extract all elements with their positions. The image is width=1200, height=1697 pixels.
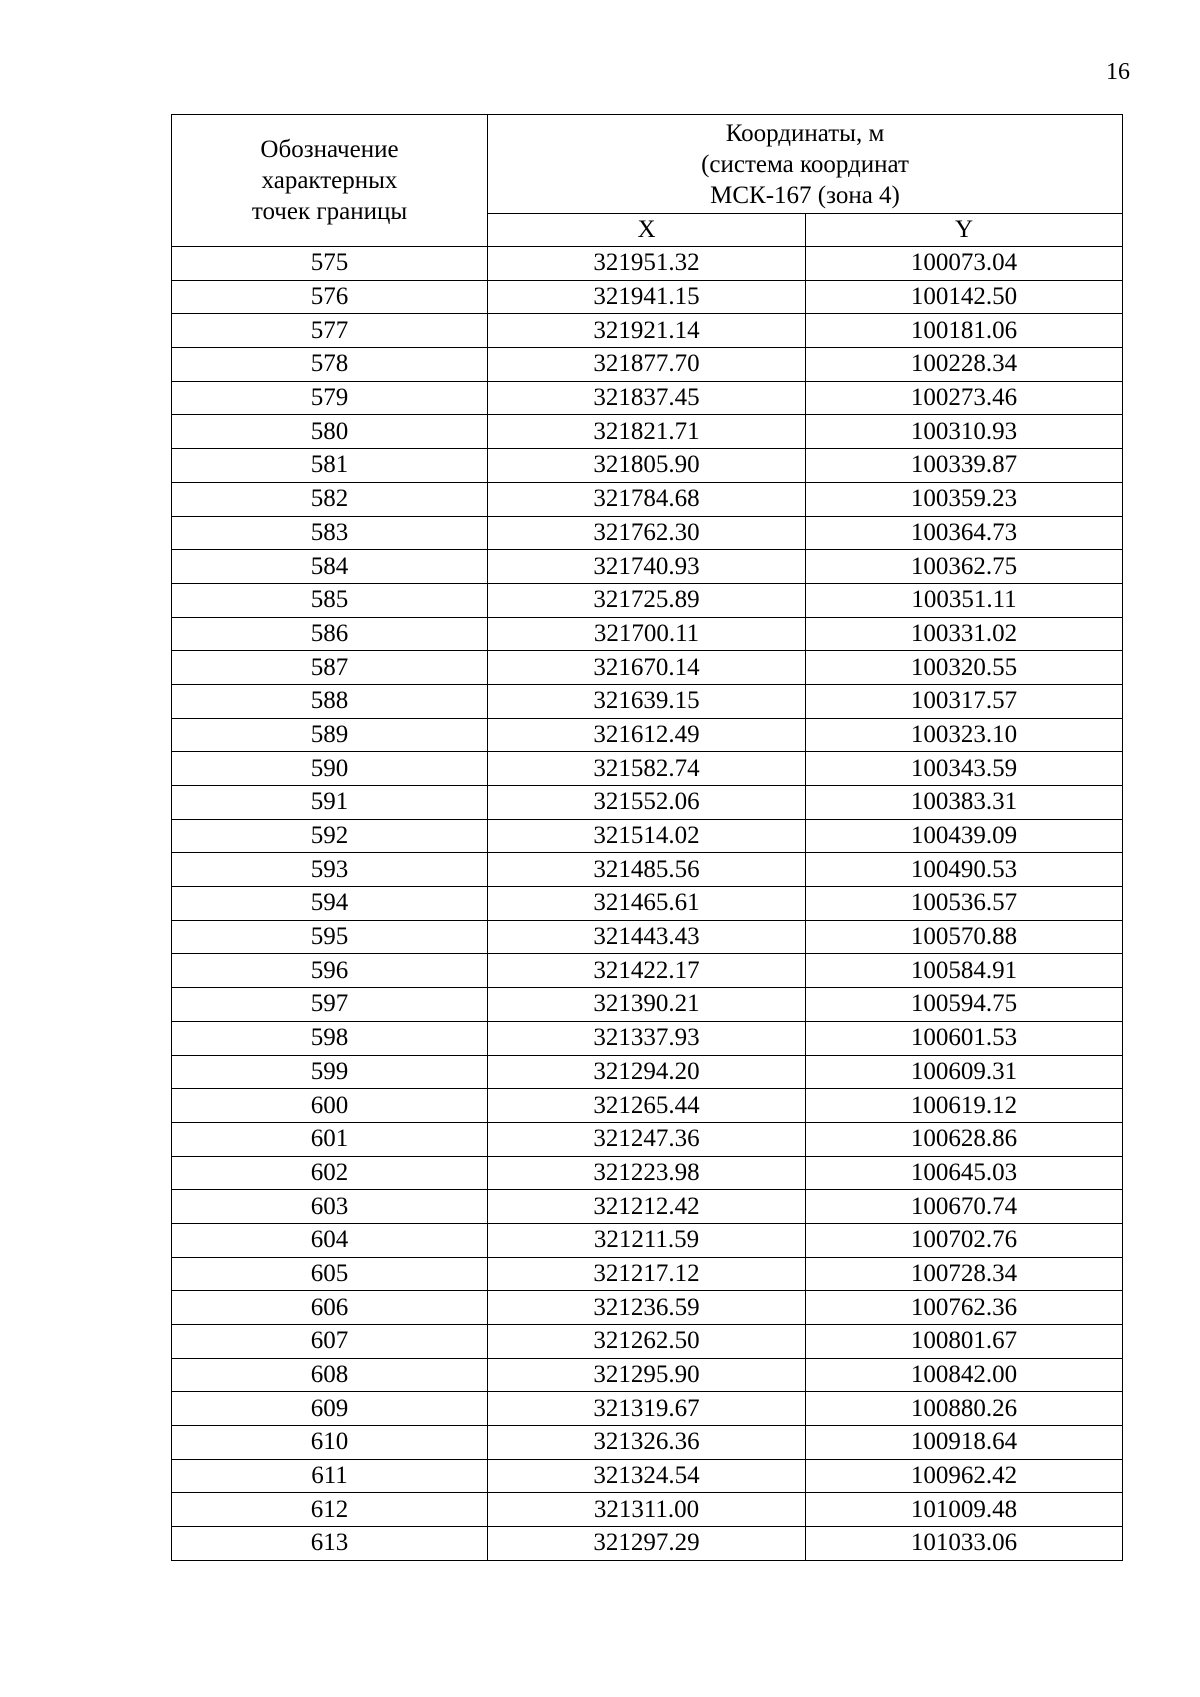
table-row xyxy=(172,550,1123,584)
y-coordinate-cell: 100880.26 xyxy=(806,1392,1123,1426)
table-row xyxy=(172,1021,1123,1055)
y-coordinate-cell: 100619.12 xyxy=(806,1089,1123,1123)
point-cell: 588 xyxy=(172,684,488,718)
point-cell: 593 xyxy=(172,853,488,887)
table-row xyxy=(172,348,1123,382)
point-cell: 586 xyxy=(172,617,488,651)
table-row xyxy=(172,954,1123,988)
y-coordinate-cell: 100181.06 xyxy=(806,314,1123,348)
table-row xyxy=(172,482,1123,516)
x-coordinate-cell: 321311.00 xyxy=(488,1493,806,1527)
point-cell: 583 xyxy=(172,516,488,550)
table-row xyxy=(172,1459,1123,1493)
y-coordinate-cell: 100339.87 xyxy=(806,449,1123,483)
point-cell: 612 xyxy=(172,1493,488,1527)
point-cell: 606 xyxy=(172,1291,488,1325)
x-coordinate-cell: 321211.59 xyxy=(488,1223,806,1257)
point-cell: 590 xyxy=(172,752,488,786)
table-row xyxy=(172,280,1123,314)
point-cell: 609 xyxy=(172,1392,488,1426)
point-cell: 594 xyxy=(172,887,488,921)
table-row xyxy=(172,1426,1123,1460)
point-cell: 607 xyxy=(172,1325,488,1359)
y-coordinate-cell: 100918.64 xyxy=(806,1426,1123,1460)
point-cell: 584 xyxy=(172,550,488,584)
point-cell: 613 xyxy=(172,1527,488,1561)
coordinates-header-line: (система координат xyxy=(701,150,909,178)
y-coordinate-cell: 100273.46 xyxy=(806,381,1123,415)
x-coordinate-cell: 321443.43 xyxy=(488,920,806,954)
y-coordinate-cell: 100439.09 xyxy=(806,819,1123,853)
x-column-header: X xyxy=(488,214,806,247)
table-row xyxy=(172,583,1123,617)
y-coordinate-cell: 100645.03 xyxy=(806,1156,1123,1190)
y-coordinate-cell: 100490.53 xyxy=(806,853,1123,887)
y-coordinate-cell: 100801.67 xyxy=(806,1325,1123,1359)
point-cell: 579 xyxy=(172,381,488,415)
point-cell: 603 xyxy=(172,1190,488,1224)
x-coordinate-cell: 321319.67 xyxy=(488,1392,806,1426)
point-cell: 576 xyxy=(172,280,488,314)
x-coordinate-cell: 321326.36 xyxy=(488,1426,806,1460)
table-row xyxy=(172,1358,1123,1392)
x-coordinate-cell: 321612.49 xyxy=(488,718,806,752)
x-coordinate-cell: 321262.50 xyxy=(488,1325,806,1359)
table-row xyxy=(172,718,1123,752)
table-row xyxy=(172,887,1123,921)
table-row xyxy=(172,1257,1123,1291)
y-coordinate-cell: 101009.48 xyxy=(806,1493,1123,1527)
point-cell: 604 xyxy=(172,1223,488,1257)
x-coordinate-cell: 321941.15 xyxy=(488,280,806,314)
x-coordinate-cell: 321422.17 xyxy=(488,954,806,988)
x-coordinate-cell: 321247.36 xyxy=(488,1122,806,1156)
point-cell: 598 xyxy=(172,1021,488,1055)
coordinates-header-line: МСК-167 (зона 4) xyxy=(710,181,900,209)
x-coordinate-cell: 321784.68 xyxy=(488,482,806,516)
x-coordinate-cell: 321725.89 xyxy=(488,583,806,617)
point-header-line: характерных xyxy=(261,167,398,194)
point-cell: 595 xyxy=(172,920,488,954)
x-coordinate-cell: 321295.90 xyxy=(488,1358,806,1392)
point-cell: 575 xyxy=(172,247,488,281)
table-row xyxy=(172,1055,1123,1089)
point-cell: 585 xyxy=(172,583,488,617)
point-cell: 596 xyxy=(172,954,488,988)
table-row xyxy=(172,819,1123,853)
y-coordinate-cell: 100362.75 xyxy=(806,550,1123,584)
point-cell: 608 xyxy=(172,1358,488,1392)
point-cell: 589 xyxy=(172,718,488,752)
point-cell: 582 xyxy=(172,482,488,516)
x-coordinate-cell: 321514.02 xyxy=(488,819,806,853)
x-coordinate-cell: 321465.61 xyxy=(488,887,806,921)
table-row xyxy=(172,314,1123,348)
point-header-line: точек границы xyxy=(251,198,408,225)
table-row xyxy=(172,1223,1123,1257)
table-row xyxy=(172,1493,1123,1527)
x-coordinate-cell: 321217.12 xyxy=(488,1257,806,1291)
x-coordinate-cell: 321639.15 xyxy=(488,684,806,718)
point-cell: 577 xyxy=(172,314,488,348)
y-coordinate-cell: 100142.50 xyxy=(806,280,1123,314)
point-cell: 578 xyxy=(172,348,488,382)
y-coordinate-cell: 100670.74 xyxy=(806,1190,1123,1224)
table-row xyxy=(172,1527,1123,1561)
table-row xyxy=(172,752,1123,786)
y-coordinate-cell: 100320.55 xyxy=(806,651,1123,685)
point-cell: 599 xyxy=(172,1055,488,1089)
y-coordinate-cell: 100228.34 xyxy=(806,348,1123,382)
y-coordinate-cell: 100343.59 xyxy=(806,752,1123,786)
y-coordinate-cell: 101033.06 xyxy=(806,1527,1123,1561)
x-coordinate-cell: 321762.30 xyxy=(488,516,806,550)
y-coordinate-cell: 100536.57 xyxy=(806,887,1123,921)
y-coordinate-cell: 100762.36 xyxy=(806,1291,1123,1325)
y-coordinate-cell: 100962.42 xyxy=(806,1459,1123,1493)
y-coordinate-cell: 100570.88 xyxy=(806,920,1123,954)
y-column-header: Y xyxy=(806,214,1123,247)
point-cell: 597 xyxy=(172,988,488,1022)
x-coordinate-cell: 321337.93 xyxy=(488,1021,806,1055)
x-coordinate-cell: 321390.21 xyxy=(488,988,806,1022)
y-coordinate-cell: 100351.11 xyxy=(806,583,1123,617)
x-coordinate-cell: 321324.54 xyxy=(488,1459,806,1493)
table-row xyxy=(172,1325,1123,1359)
table-row xyxy=(172,1190,1123,1224)
x-coordinate-cell: 321951.32 xyxy=(488,247,806,281)
coordinates-header-line: Координаты, м xyxy=(725,119,885,147)
table-row xyxy=(172,1291,1123,1325)
point-cell: 610 xyxy=(172,1426,488,1460)
x-coordinate-cell: 321552.06 xyxy=(488,786,806,820)
y-coordinate-cell: 100628.86 xyxy=(806,1122,1123,1156)
y-coordinate-cell: 100310.93 xyxy=(806,415,1123,449)
y-coordinate-cell: 100359.23 xyxy=(806,482,1123,516)
table-body xyxy=(172,247,1123,1561)
x-coordinate-cell: 321265.44 xyxy=(488,1089,806,1123)
y-coordinate-cell: 100728.34 xyxy=(806,1257,1123,1291)
point-cell: 581 xyxy=(172,449,488,483)
table-row xyxy=(172,449,1123,483)
point-cell: 592 xyxy=(172,819,488,853)
point-cell: 605 xyxy=(172,1257,488,1291)
table-row xyxy=(172,786,1123,820)
table-row xyxy=(172,381,1123,415)
y-coordinate-cell: 100601.53 xyxy=(806,1021,1123,1055)
x-coordinate-cell: 321670.14 xyxy=(488,651,806,685)
table-row xyxy=(172,920,1123,954)
table-row xyxy=(172,684,1123,718)
y-coordinate-cell: 100383.31 xyxy=(806,786,1123,820)
x-coordinate-cell: 321700.11 xyxy=(488,617,806,651)
table-row xyxy=(172,988,1123,1022)
x-coordinate-cell: 321805.90 xyxy=(488,449,806,483)
x-coordinate-cell: 321582.74 xyxy=(488,752,806,786)
table-row xyxy=(172,1122,1123,1156)
point-cell: 580 xyxy=(172,415,488,449)
table-row xyxy=(172,651,1123,685)
y-coordinate-cell: 100842.00 xyxy=(806,1358,1123,1392)
y-coordinate-cell: 100702.76 xyxy=(806,1223,1123,1257)
y-coordinate-cell: 100073.04 xyxy=(806,247,1123,281)
y-coordinate-cell: 100317.57 xyxy=(806,684,1123,718)
table-header xyxy=(172,115,1123,247)
point-cell: 591 xyxy=(172,786,488,820)
table-row xyxy=(172,853,1123,887)
point-cell: 600 xyxy=(172,1089,488,1123)
x-coordinate-cell: 321294.20 xyxy=(488,1055,806,1089)
table-row xyxy=(172,247,1123,281)
y-coordinate-cell: 100331.02 xyxy=(806,617,1123,651)
y-coordinate-cell: 100584.91 xyxy=(806,954,1123,988)
y-coordinate-cell: 100364.73 xyxy=(806,516,1123,550)
y-coordinate-cell: 100609.31 xyxy=(806,1055,1123,1089)
page-number: 16 xyxy=(1106,59,1130,85)
x-coordinate-cell: 321837.45 xyxy=(488,381,806,415)
point-header-line: Обозначение xyxy=(260,136,399,163)
point-designation-header xyxy=(172,115,488,247)
table-row xyxy=(172,617,1123,651)
y-coordinate-cell: 100594.75 xyxy=(806,988,1123,1022)
x-coordinate-cell: 321236.59 xyxy=(488,1291,806,1325)
table-row xyxy=(172,1156,1123,1190)
table-row xyxy=(172,1089,1123,1123)
coordinates-table xyxy=(171,114,1123,1561)
x-coordinate-cell: 321877.70 xyxy=(488,348,806,382)
coordinates-header xyxy=(488,115,1123,214)
table-row xyxy=(172,516,1123,550)
x-coordinate-cell: 321740.93 xyxy=(488,550,806,584)
x-coordinate-cell: 321821.71 xyxy=(488,415,806,449)
x-coordinate-cell: 321921.14 xyxy=(488,314,806,348)
point-cell: 587 xyxy=(172,651,488,685)
point-cell: 601 xyxy=(172,1122,488,1156)
x-coordinate-cell: 321223.98 xyxy=(488,1156,806,1190)
table-row xyxy=(172,415,1123,449)
y-coordinate-cell: 100323.10 xyxy=(806,718,1123,752)
x-coordinate-cell: 321297.29 xyxy=(488,1527,806,1561)
x-coordinate-cell: 321485.56 xyxy=(488,853,806,887)
point-cell: 602 xyxy=(172,1156,488,1190)
x-coordinate-cell: 321212.42 xyxy=(488,1190,806,1224)
table-row xyxy=(172,1392,1123,1426)
point-cell: 611 xyxy=(172,1459,488,1493)
